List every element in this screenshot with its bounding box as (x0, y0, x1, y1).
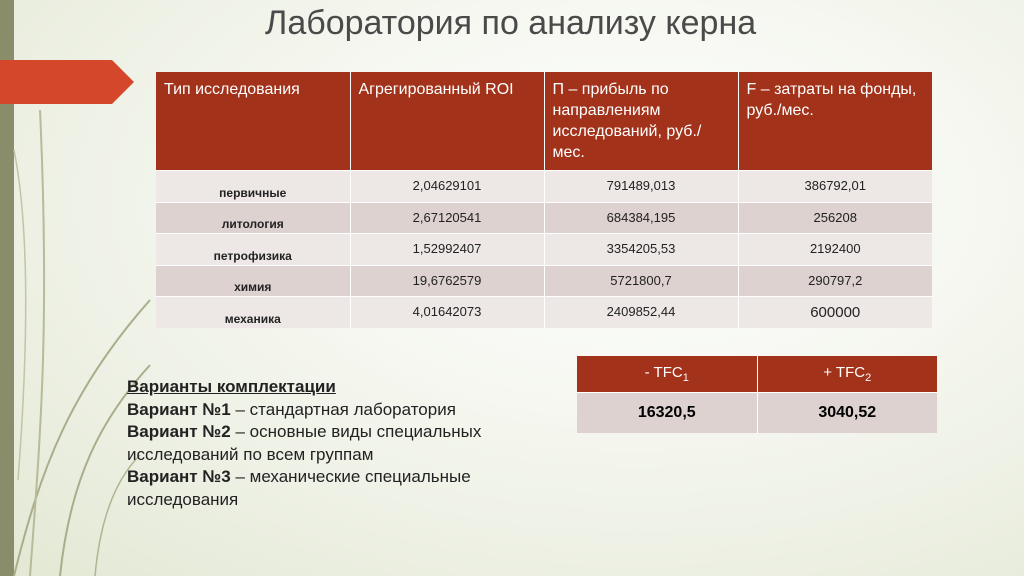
header-type: Тип исследования (156, 72, 350, 171)
tfc1-label: - TFC (644, 364, 683, 381)
variant-1-text: – стандартная лаборатория (230, 399, 456, 419)
variants-text (127, 376, 547, 511)
row-type: петрофизика (156, 234, 350, 266)
row-roi: 19,6762579 (350, 265, 544, 297)
header-roi: Агрегированный ROI (350, 72, 544, 171)
table-row (156, 297, 932, 329)
tfc2-label: + TFC (823, 364, 866, 381)
variant-3 (127, 466, 547, 511)
row-roi: 2,67120541 (350, 202, 544, 234)
page-title: Лаборатория по анализу керна (265, 4, 757, 42)
tfc1-subscript: 1 (682, 372, 689, 384)
table-row (156, 265, 932, 297)
roi-table (156, 72, 932, 328)
row-costs: 290797,2 (738, 265, 932, 297)
variant-3-text: – механические специальные исследования (127, 467, 471, 509)
row-profit: 684384,195 (544, 202, 738, 234)
header-costs: F – затраты на фонды, руб./мес. (738, 72, 932, 171)
table-row (156, 234, 932, 266)
variant-1-label: Вариант №1 (127, 399, 231, 419)
row-profit: 791489,013 (544, 171, 738, 203)
tfc-header-plus (757, 356, 937, 393)
row-profit: 2409852,44 (544, 297, 738, 329)
variant-3-label: Вариант №3 (127, 467, 231, 486)
variant-2-text: – основные виды специальных исследований по всем группам (127, 422, 482, 464)
tfc2-value: 3040,52 (757, 393, 937, 434)
row-type: механика (156, 297, 350, 329)
tfc1-value: 16320,5 (577, 393, 757, 434)
tfc-header-row (577, 356, 937, 393)
tfc-header-minus (577, 356, 757, 393)
tfc2-subscript: 2 (865, 372, 872, 384)
row-type: литология (156, 202, 350, 234)
row-profit: 5721800,7 (544, 265, 738, 297)
variants-heading: Варианты комплектации (127, 377, 336, 396)
row-type: химия (156, 265, 350, 297)
row-costs: 386792,01 (738, 171, 932, 203)
table-header-row (156, 72, 932, 171)
row-costs: 2192400 (738, 234, 932, 266)
header-profit: П – прибыль по направлениям исследований, руб./мес. (544, 72, 738, 171)
variant-2 (127, 421, 547, 466)
variant-1 (127, 399, 547, 422)
row-roi: 2,04629101 (350, 171, 544, 203)
variant-2-label: Вариант №2 (127, 422, 231, 441)
row-costs: 256208 (738, 202, 932, 234)
row-profit: 3354205,53 (544, 234, 738, 266)
table-row (156, 171, 932, 203)
row-roi: 4,01642073 (350, 297, 544, 329)
row-costs: 600000 (738, 297, 932, 329)
tfc-table (577, 356, 937, 433)
row-roi: 1,52992407 (350, 234, 544, 266)
table-row (156, 202, 932, 234)
row-type: первичные (156, 171, 350, 203)
tfc-value-row (577, 393, 937, 434)
